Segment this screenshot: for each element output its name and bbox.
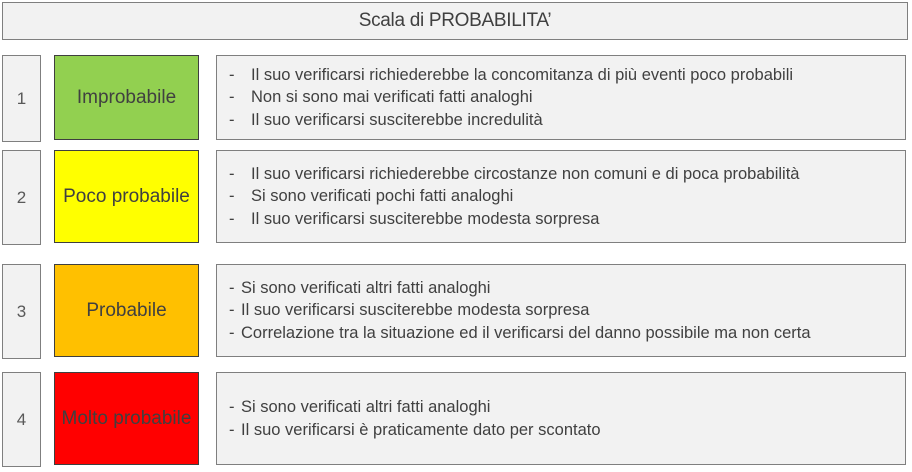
- level-description: [216, 150, 906, 243]
- level-description: [216, 372, 906, 465]
- level-label-poco-probabile: Poco probabile: [54, 150, 199, 243]
- level-number: 4: [2, 372, 41, 467]
- level-number: 1: [2, 55, 41, 142]
- description-line: - Il suo verificarsi richiederebbe circostanze non comuni e di poca probabilità: [229, 164, 800, 183]
- description-line: - Si sono verificati altri fatti analoghi: [229, 278, 491, 297]
- description-line: - Il suo verificarsi susciterebbe modesta sorpresa: [229, 209, 600, 228]
- level-label-molto-probabile: Molto probabile: [54, 372, 199, 465]
- level-number: 2: [2, 150, 41, 245]
- description-line: - Correlazione tra la situazione ed il verificarsi del danno possibile ma non certa: [229, 323, 811, 342]
- description-line: - Il suo verificarsi susciterebbe modesta sorpresa: [229, 301, 590, 320]
- level-description: [216, 55, 906, 140]
- level-number: 3: [2, 264, 41, 359]
- description-line: - Il suo verificarsi susciterebbe incredulità: [229, 110, 543, 129]
- level-description: [216, 264, 906, 357]
- description-line: - Non si sono mai verificati fatti analoghi: [229, 88, 533, 107]
- level-label-improbabile: Improbabile: [54, 55, 199, 140]
- description-line: - Si sono verificati pochi fatti analoghi: [229, 187, 514, 206]
- level-label-probabile: Probabile: [54, 264, 199, 357]
- scale-title: Scala di PROBABILITA’: [2, 2, 908, 40]
- description-line: - Il suo verificarsi è praticamente dato per scontato: [229, 420, 601, 439]
- description-line: - Il suo verificarsi richiederebbe la concomitanza di più eventi poco probabili: [229, 65, 794, 84]
- description-line: - Si sono verificati altri fatti analoghi: [229, 398, 491, 416]
